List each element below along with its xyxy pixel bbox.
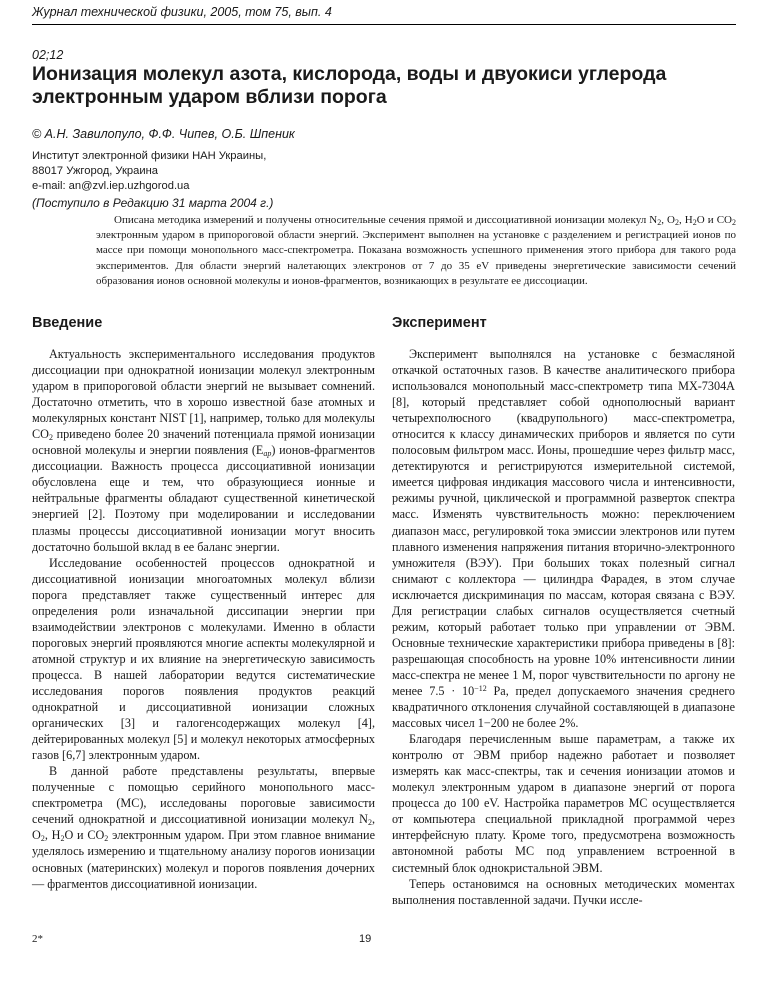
- received-date: (Поступило в Редакцию 31 марта 2004 г.): [32, 196, 274, 210]
- paragraph-text: , O: [32, 812, 375, 843]
- affiliation-institute: Институт электронной физики НАН Украины,: [32, 150, 267, 162]
- appearance-energy-subscript: ap: [263, 449, 272, 459]
- intro-paragraph-3: В данной работе представлены результаты, впервые полученные с помощью серийного монопольного масс-спектрометра (МС), исследованы пороговые зависимости сечений однократной и диссоциативной ионизации молекул $N_2$, $O_2$, $H_2O$ и $CO_2$ электронным ударом. При этом главное внимание уделялось измерению и тщательному анализу порогов ионизации основных (материнских) молекул и порогов появления дочерних — фрагментов диссоциативной ионизации.: [32, 764, 375, 891]
- exponent: −12: [474, 683, 487, 693]
- signature-mark: 2*: [32, 933, 43, 945]
- experiment-paragraph-3: Теперь остановимся на основных методических моментах выполнения поставленной задачи. Пучки иссле-: [392, 876, 735, 907]
- abstract: Описана методика измерений и получены относительные сечения прямой и диссоциативной ионизации молекул $N_2$, $O_2$, $H_2O$ и $CO_2$ электронным ударом в припороговой области энергий. Эксперимент выполнен на установке с разделением и регистрацией ионов по массе при помощи монопольного масс-спектрометра. Показана возможность успешного применения этого прибора для такого рода экспериментов. Для области энергий налетающих электронов от 7 до 35 eV приведены энергетические зависимости сечений образования ионов основной молекулы и ионов-фрагментов, возникающих в результате ее диссоциации.: [96, 214, 736, 287]
- paragraph-text: , H: [44, 828, 61, 843]
- paragraph-text: В данной работе представлены результаты, впервые полученные с помощью серийного монопольного масс-спектрометра (МС), исследованы пороговые зависимости сечений однократной и диссоциативной ионизации молекул N: [32, 764, 375, 827]
- title-line-2: электронным ударом вблизи порога: [32, 86, 387, 108]
- paragraph-text: ) ионов-фрагментов диссоциации. Важность процесса диссоциативной ионизации обусловлена еще и тем, что образующиеся ионные и нейтральные фрагменты обладают существенной кинетической энергией [2]. Поэтому при моделировании и исследовании плазмы процессы диссоциативной ионизации могут вносить достаточно большой вклад в ее баланс энергии.: [32, 443, 376, 554]
- authors: © А.Н. Завилопуло, Ф.Ф. Чипев, О.Б. Шпеник: [32, 127, 295, 141]
- page-number: 19: [359, 933, 372, 945]
- intro-paragraph-2: Исследование особенностей процессов однократной и диссоциативной ионизации многоатомных молекул вблизи порога представляет также существенный интерес для определения роли изначальной диссипации энергии при взаимодействии электронов с молекулами. Именно в области пороговых энергий проявляются многие аспекты молекулярной и атомной структур и их влияние на энергетическую зависимость процесса. В нашей лаборатории ведутся систематические исследования порогов появления продуктов реакций однократной и диссоциативной ионизации сложных органических [3] и галогенсодержащих молекул [4], дейтерированных молекул [5] и молекул некоторых атмосферных газов [6,7] электронным ударом.: [32, 555, 375, 763]
- affiliation: [32, 149, 266, 194]
- intro-paragraph-1: Актуальность экспериментального исследования продуктов диссоциации при однократной ионизации молекул электронным ударом в припороговой области энергий не вызывает сомнений. Достаточно отметить, что в хорошо известной базе атомных и молекулярных констант NIST [1], например, только для молекулы $CO_2$ приведено более 20 значений потенциала прямой ионизации основной молекулы и энергии появления $(E_{ap})$ ионов-фрагментов диссоциации. Важность процесса диссоциативной ионизации обусловлена еще и тем, что образующиеся ионные и нейтральные фрагменты обладают существенной кинетической энергией [2]. Поэтому при моделировании и исследовании плазмы процессы диссоциативной ионизации могут вносить достаточно большой вклад в ее баланс энергии.: [32, 347, 376, 554]
- affiliation-email: e-mail: an@zvl.iep.uzhgorod.ua: [32, 180, 190, 192]
- journal-header: Журнал технической физики, 2005, том 75, вып. 4: [32, 5, 736, 25]
- abstract-text: , O: [661, 214, 675, 226]
- paragraph-text: O и CO: [64, 828, 105, 843]
- paragraph-text: Актуальность экспериментального исследования продуктов диссоциации при однократной ионизации молекул электронным ударом в припороговой области энергий не вызывает сомнений. Достаточно отметить, что в хорошо известной базе атомных и молекулярных констант NIST [1], например, только для молекулы CO: [32, 347, 375, 442]
- paragraph-text: приведено более 20 значений потенциала прямой ионизации основной молекулы и энергии появления (E: [32, 427, 375, 458]
- section-heading-experiment: Эксперимент: [392, 315, 487, 331]
- article-title: [32, 63, 732, 109]
- affiliation-address: 88017 Ужгород, Украина: [32, 165, 159, 177]
- experiment-paragraph-2: Благодаря перечисленным выше параметрам, а также их контролю от ЭВМ прибор надежно работает и позволяет измерять как масс-спектры, так и сечения ионизации атомов и молекул электронным ударом в диапазоне энергий от порога процесса до 100 eV. Настройка параметров МС осуществляется от компьютера специальной прикладной программой через интерфейсную плату. Кроме того, предусмотрена возможность автономной работы МС под управлением встроенной в системный блок однокристальной ЭВМ.: [392, 732, 735, 875]
- abstract-text: O и CO: [696, 214, 732, 226]
- left-column: [32, 346, 375, 892]
- title-line-1: Ионизация молекул азота, кислорода, воды и двуокиси углерода: [32, 63, 667, 85]
- section-code: 02;12: [32, 48, 64, 62]
- abstract-text: электронным ударом в припороговой области энергий. Эксперимент выполнен на установке с разделением и регистрацией ионов по массе при помощи монопольного масс-спектрометра. Показана возможность успешного применения этого прибора для такого рода экспериментов. Для области энергий налетающих электронов от 7 до 35 eV приведены энергетические зависимости сечений образования ионов основной молекулы и ионов-фрагментов, возникающих в результате ее диссоциации.: [96, 229, 736, 287]
- paragraph-text: Pa, предел допускаемого значения среднего квадратичного отклонения случайной составляющей в диапазоне массовых чисел 1−200 не более 2%.: [392, 683, 735, 731]
- abstract-text: Описана методика измерений и получены относительные сечения прямой и диссоциативной ионизации молекул N: [114, 214, 658, 226]
- experiment-paragraph-1: [392, 346, 735, 731]
- section-heading-introduction: Введение: [32, 315, 103, 331]
- abstract-text: , H: [679, 214, 693, 226]
- paragraph-text: Эксперимент выполнялся на установке с безмасляной откачкой остаточных газов. В качестве аналитического прибора использовался монопольный масс-спектрометр типа МХ-7304А [8], который представляет собой однополюсный вариант четырехполюсного (квадрупольного) масс-спектрометра, относится к классу динамических приборов и является по сути полосовым фильтром масс. Ионы, прошедшие через фильтр масс, детектируются и регистрируются измерительной системой, имеется цифровая индикация массового числа и интенсивности, режимы ручной, циклической и программной разверток спектра масс. Изменять чувствительность можно: переключением диапазон масс, регулировкой тока эмиссии электронов или путем плавного изменения напряжения питания вторично-электронного умножителя (ВЭУ). При больших токах полезный сигнал снимают с коллектора — цилиндра Фарадея, в этом случае исключается дискриминация по массам, которая связана с ВЭУ. Для регистрации слабых сигналов осуществляется счетный режим, который работает только при управлении от ЭВМ. Основные технические характеристики прибора приведены в [8]: разрешающая способность на уровне 10% интенсивности линии масс-спектра не менее 1 M, порог чувствительности по аргону не менее 7.5 · 10: [392, 347, 735, 698]
- right-column: [392, 346, 735, 908]
- paragraph-text: электронным ударом. При этом главное внимание уделялось измерению и тщательному анализу порогов ионизации основных (материнских) молекул и порогов появления дочерних — фрагментов диссоциативной ионизации.: [32, 828, 375, 891]
